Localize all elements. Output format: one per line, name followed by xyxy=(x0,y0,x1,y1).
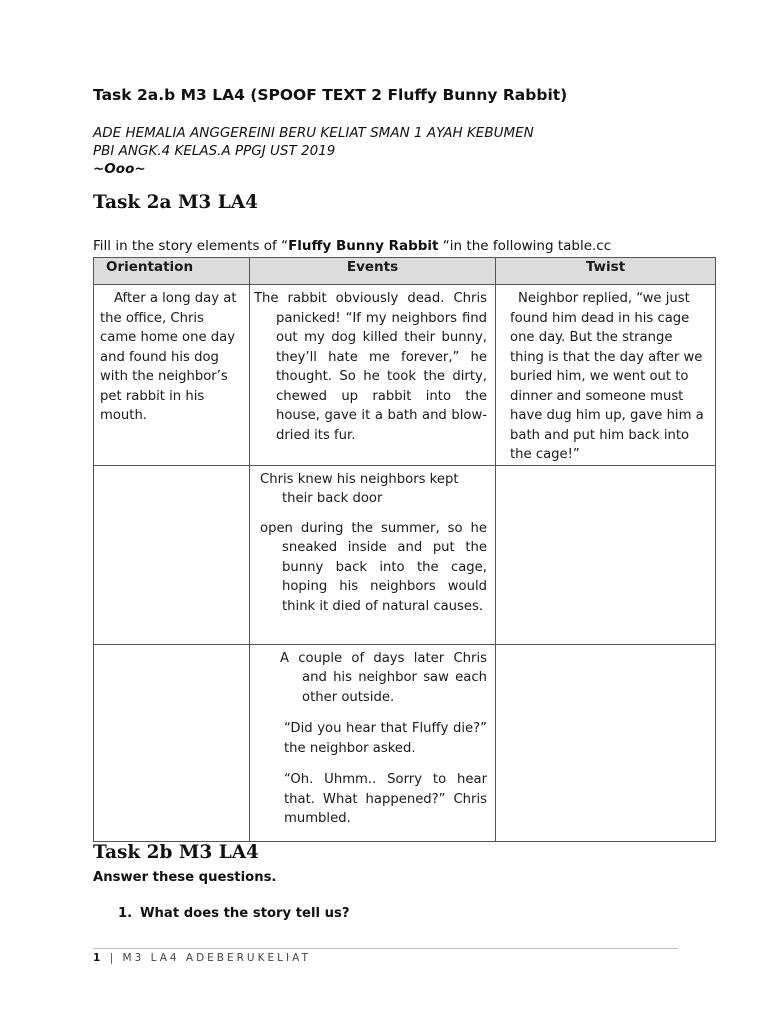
author-line-2: PBI ANGK.4 KELAS.A PPGJ UST 2019 xyxy=(93,143,336,159)
header-orientation: Orientation xyxy=(94,258,250,285)
table-row xyxy=(94,285,716,466)
events-cell xyxy=(250,465,496,644)
question-1 xyxy=(118,906,350,921)
event-text: The rabbit obviously dead. Chris panicked! “If my neighbors find out my dog killed their bunny, they’ll hate me forever,” he thought. So he took the dirty, chewed up rabbit into the house, gave it a bath and blow-dried its fur. xyxy=(254,291,487,443)
event-text: “Did you hear that Fluffy die?” the neighbor asked. xyxy=(284,721,487,756)
page-number: 1 xyxy=(93,952,104,964)
instruction-post: “in the following table.cc xyxy=(438,238,612,254)
events-cell xyxy=(250,285,496,466)
footer-divider xyxy=(93,948,678,949)
question-number: 1. xyxy=(118,906,133,921)
header-twist: Twist xyxy=(496,258,716,285)
event-text: Chris knew his neighbors kept their back door xyxy=(260,471,459,506)
instruction-pre: Fill in the story elements of “ xyxy=(93,238,289,254)
orientation-text: After a long day at the office, Chris came home one day and found his dog with the neighbor’s pet rabbit in his mouth. xyxy=(100,291,237,423)
author-block xyxy=(93,124,534,178)
answer-instruction: Answer these questions. xyxy=(93,870,277,885)
twist-text: Neighbor replied, “we just found him dead in his cage one day. But the strange thing is that the day after we buried him, we went out to dinner and someone must have dug him up, gave him a bath and put him back into the cage!” xyxy=(510,291,704,462)
event-text: “Oh. Uhmm.. Sorry to hear that. What happened?” Chris mumbled. xyxy=(284,772,487,826)
orientation-cell-empty xyxy=(94,465,250,644)
footer-separator: | xyxy=(103,952,123,964)
twist-cell-empty xyxy=(496,644,716,841)
header-events: Events xyxy=(250,258,496,285)
author-line-1: ADE HEMALIA ANGGEREINI BERU KELIAT SMAN 1 AYAH KEBUMEN xyxy=(93,125,534,141)
twist-cell-empty xyxy=(496,465,716,644)
event-text: open during the summer, so he sneaked inside and put the bunny back into the cage, hoping his neighbors would think it died of natural causes. xyxy=(260,520,487,614)
task-2a-instruction xyxy=(93,238,611,254)
event-text: A couple of days later Chris and his neighbor saw each other outside. xyxy=(280,650,487,705)
question-text: What does the story tell us? xyxy=(140,906,350,921)
orientation-cell-empty xyxy=(94,644,250,841)
table-header-row xyxy=(94,258,716,285)
events-cell xyxy=(250,644,496,841)
table-row xyxy=(94,644,716,841)
story-elements-table xyxy=(93,257,716,842)
footer-text: M3 LA4 ADEBERUKELIAT xyxy=(122,952,311,964)
table-row xyxy=(94,465,716,644)
document-title: Task 2a.b M3 LA4 (SPOOF TEXT 2 Fluffy Bunny Rabbit) xyxy=(93,86,568,104)
task-2b-heading: Task 2b M3 LA4 xyxy=(93,842,259,863)
page-footer xyxy=(93,952,311,964)
twist-cell xyxy=(496,285,716,466)
instruction-story-title: Fluffy Bunny Rabbit xyxy=(288,238,439,254)
task-2a-heading: Task 2a M3 LA4 xyxy=(93,192,258,213)
author-ooo: ~Ooo~ xyxy=(93,161,146,177)
orientation-cell xyxy=(94,285,250,466)
